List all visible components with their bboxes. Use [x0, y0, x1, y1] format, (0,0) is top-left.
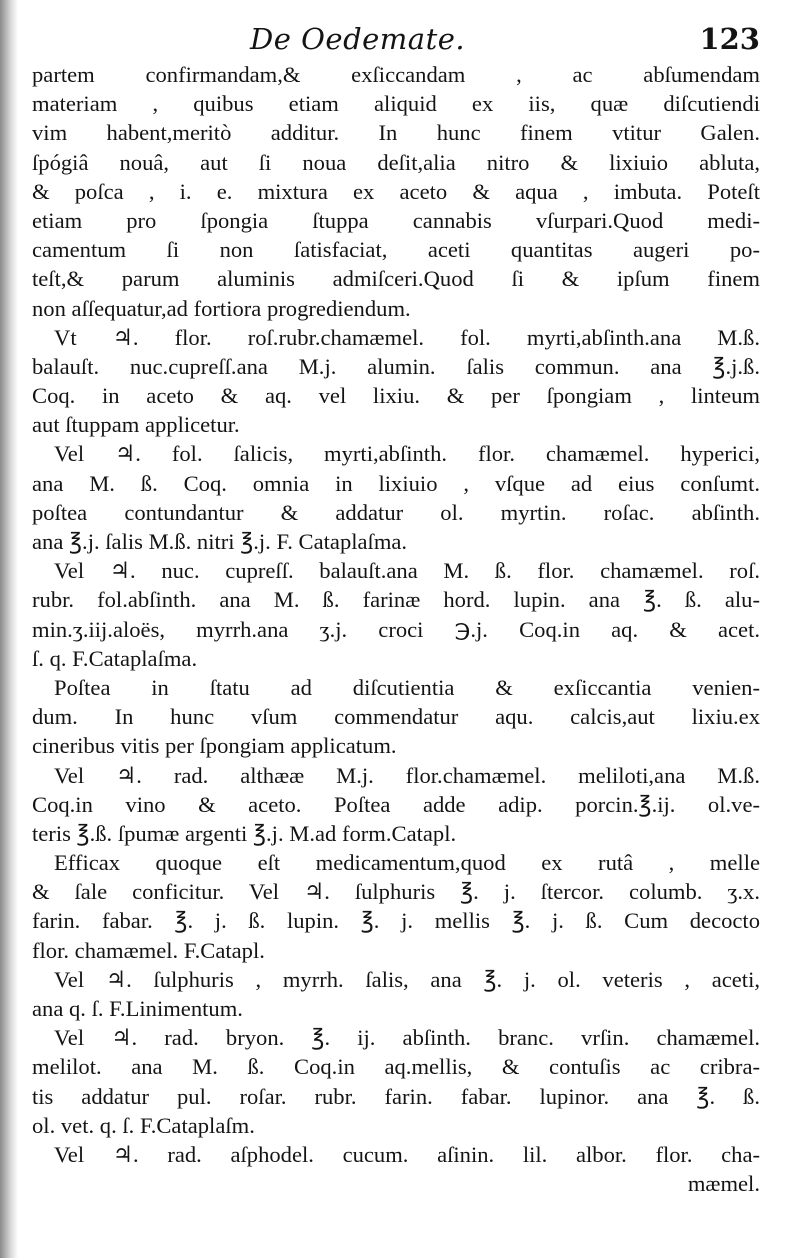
text-line: balauſt. nuc.cupreſſ.ana M.j. alumin. ſalis commun. ana ℥.j.ß.	[32, 353, 760, 379]
text-line: ana M. ß. Coq. omnia in lixiuio , vſque ad eius conſumt.	[32, 470, 760, 496]
body-text	[32, 60, 760, 1198]
page-number: 123	[699, 22, 760, 56]
page-header	[250, 22, 760, 62]
text-line: Poſtea in ſtatu ad diſcutientia & exſiccantia venien-	[54, 674, 760, 700]
text-line: camentum ſi non ſatisfaciat, aceti quantitas augeri po-	[32, 237, 760, 263]
text-line: cineribus vitis per ſpongiam applicatum.	[32, 733, 397, 759]
running-title: De Oedemate.	[250, 22, 466, 56]
text-line: Vel ♃. rad. aſphodel. cucum. aſinin. lil. albor. flor. cha-	[54, 1141, 760, 1167]
text-line: ſpógiâ nouâ, aut ſi noua deſit,alia nitro & lixiuio abluta,	[32, 149, 760, 175]
text-line: Vel ♃. fol. ſalicis, myrti,abſinth. flor. chamæmel. hyperici,	[54, 441, 760, 467]
text-line: ſ. q. F.Cataplaſma.	[32, 645, 198, 671]
text-line: Coq.in vino & aceto. Poſtea adde adip. porcin.℥.ij. ol.ve-	[32, 791, 760, 817]
text-line: melilot. ana M. ß. Coq.in aq.mellis, & contuſis ac cribra-	[32, 1054, 760, 1080]
text-line: Vt ♃. flor. roſ.rubr.chamæmel. fol. myrti,abſinth.ana M.ß.	[54, 324, 760, 350]
text-line: tis addatur pul. roſar. rubr. farin. fabar. lupinor. ana ℥. ß.	[32, 1083, 760, 1109]
text-line: aut ſtuppam applicetur.	[32, 412, 240, 438]
text-line: ol. vet. q. ſ. F.Cataplaſm.	[32, 1112, 255, 1138]
text-line: & poſca , i. e. mixtura ex aceto & aqua , imbuta. Poteſt	[32, 178, 760, 204]
text-line: & ſale conficitur. Vel ♃. ſulphuris ℥. j. ſtercor. columb. ʒ.x.	[32, 879, 760, 905]
text-line: mæmel.	[687, 1171, 760, 1197]
text-line: materiam , quibus etiam aliquid ex iis, quæ diſcutiendi	[32, 91, 760, 117]
text-line: flor. chamæmel. F.Catapl.	[32, 937, 265, 963]
text-line: teſt,& parum aluminis admiſceri.Quod ſi & ipſum finem	[32, 266, 760, 292]
text-line: Vel ♃. rad. bryon. ℥. ij. abſinth. branc. vrſin. chamæmel.	[54, 1025, 760, 1051]
text-line: Vel ♃. ſulphuris , myrrh. ſalis, ana ℥. j. ol. veteris , aceti,	[54, 966, 760, 992]
text-line: Vel ♃. nuc. cupreſſ. balauſt.ana M. ß. flor. chamæmel. roſ.	[54, 558, 760, 584]
text-line: ana q. ſ. F.Linimentum.	[32, 996, 243, 1021]
page-binding-shadow	[0, 0, 18, 1258]
text-line: ana ℥.j. ſalis M.ß. nitri ℥.j. F. Cataplaſma.	[32, 529, 408, 554]
text-line: Coq. in aceto & aq. vel lixiu. & per ſpongiam , linteum	[32, 383, 760, 409]
text-line: partem confirmandam,& exſiccandam , ac abſumendam	[32, 62, 760, 87]
text-line: min.ʒ.iij.aloës, myrrh.ana ʒ.j. croci ℈.j. Coq.in aq. & acet.	[32, 616, 760, 642]
text-line: etiam pro ſpongia ſtuppa cannabis vſurpari.Quod medi-	[32, 207, 760, 233]
text-line: poſtea contundantur & addatur ol. myrtin. roſac. abſinth.	[32, 499, 760, 525]
text-line: farin. fabar. ℥. j. ß. lupin. ℥. j. mellis ℥. j. ß. Cum decocto	[32, 908, 760, 934]
text-line: dum. In hunc vſum commendatur aqu. calcis,aut lixiu.ex	[32, 704, 760, 730]
text-line: vim habent,meritò additur. In hunc finem vtitur Galen.	[32, 120, 760, 146]
text-line: rubr. fol.abſinth. ana M. ß. farinæ hord. lupin. ana ℥. ß. alu-	[32, 587, 760, 613]
text-line: teris ℥.ß. ſpumæ argenti ℥.j. M.ad form.Catapl.	[32, 820, 457, 846]
text-line: Efficax quoque eſt medicamentum,quod ex rutâ , melle	[54, 850, 760, 876]
text-line: Vel ♃. rad. althææ M.j. flor.chamæmel. meliloti,ana M.ß.	[54, 762, 760, 788]
text-line: non aſſequatur,ad fortiora progrediendum.	[32, 295, 411, 321]
